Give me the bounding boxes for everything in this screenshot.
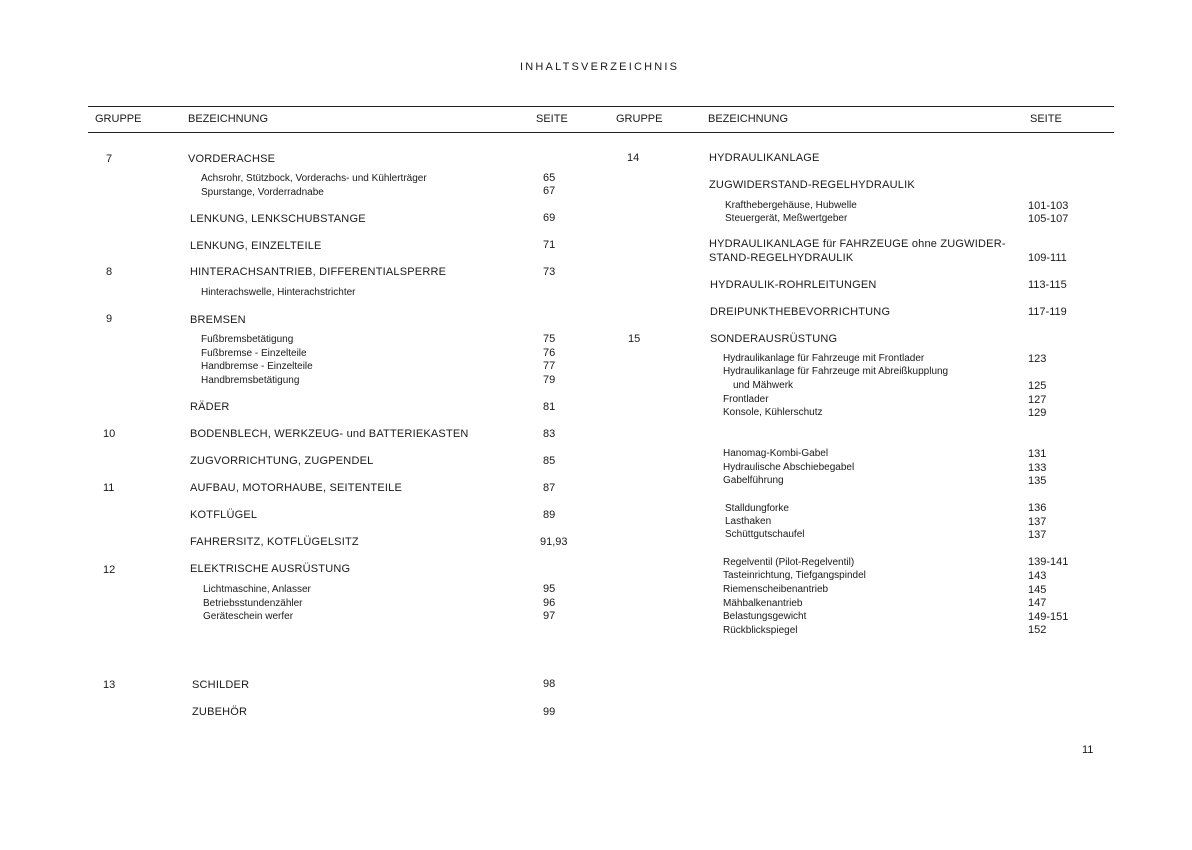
entry-title: Tasteinrichtung, Tiefgangspindel <box>723 570 866 581</box>
entry-page: 73 <box>543 266 556 278</box>
group-number: 9 <box>106 313 113 325</box>
section-heading: HYDRAULIKANLAGE für FAHRZEUGE ohne ZUGWIDER- <box>709 238 1006 250</box>
entry-page: 99 <box>543 706 556 718</box>
entry-page: 143 <box>1028 570 1047 582</box>
section-heading: AUFBAU, MOTORHAUBE, SEITENTEILE <box>190 482 402 494</box>
page-number: 11 <box>1082 744 1094 756</box>
section-heading: BODENBLECH, WERKZEUG- und BATTERIEKASTEN <box>190 428 469 440</box>
entry-page: 69 <box>543 212 556 224</box>
entry-title: Geräteschein werfer <box>203 611 294 622</box>
entry-page: 67 <box>543 185 556 197</box>
entry-page: 125 <box>1028 380 1047 392</box>
column-header-bezeichnung-left: BEZEICHNUNG <box>188 113 269 125</box>
entry-page: 98 <box>543 678 556 690</box>
section-heading: KOTFLÜGEL <box>190 509 258 521</box>
section-heading: SONDERAUSRÜSTUNG <box>710 333 838 345</box>
entry-page: 95 <box>543 583 556 595</box>
entry-page: 117-119 <box>1028 306 1067 318</box>
section-heading: LENKUNG, EINZELTEILE <box>190 240 322 252</box>
entry-title: Lasthaken <box>725 516 772 527</box>
group-number: 15 <box>628 333 641 345</box>
column-header-seite-right: SEITE <box>1030 113 1062 125</box>
entry-page: 135 <box>1028 475 1047 487</box>
entry-page: 129 <box>1028 407 1047 419</box>
entry-page: 76 <box>543 347 556 359</box>
entry-page: 79 <box>543 374 556 386</box>
entry-title: Krafthebergehäuse, Hubwelle <box>725 200 857 211</box>
header-top-rule <box>88 106 1114 107</box>
section-heading: ELEKTRISCHE AUSRÜSTUNG <box>190 563 351 575</box>
section-heading: STAND-REGELHYDRAULIK <box>709 252 854 264</box>
section-heading: HYDRAULIKANLAGE <box>709 152 820 164</box>
entry-title: Gabelführung <box>723 475 784 486</box>
section-heading: ZUGVORRICHTUNG, ZUGPENDEL <box>190 455 374 467</box>
entry-page: 139-141 <box>1028 556 1069 568</box>
group-number: 12 <box>103 564 116 576</box>
section-heading: VORDERACHSE <box>188 153 276 165</box>
entry-title: Hydraulische Abschiebegabel <box>723 462 855 473</box>
entry-page: 77 <box>543 360 556 372</box>
entry-title: Hinterachswelle, Hinterachstrichter <box>201 287 356 298</box>
entry-title: Fußbremsbetätigung <box>201 334 294 345</box>
group-number: 13 <box>103 679 116 691</box>
entry-page: 91,93 <box>540 536 568 548</box>
entry-page: 105-107 <box>1028 213 1069 225</box>
entry-page: 109-111 <box>1028 252 1067 264</box>
entry-page: 65 <box>543 172 556 184</box>
entry-page: 89 <box>543 509 556 521</box>
section-heading: SCHILDER <box>192 679 250 691</box>
entry-title: Handbremsbetätigung <box>201 375 300 386</box>
group-number: 7 <box>106 153 113 165</box>
entry-title: Regelventil (Pilot-Regelventil) <box>723 557 855 568</box>
entry-page: 101-103 <box>1028 200 1069 212</box>
section-heading: BREMSEN <box>190 314 246 326</box>
entry-page: 87 <box>543 482 556 494</box>
entry-page: 71 <box>543 239 556 251</box>
entry-title: Frontlader <box>723 394 769 405</box>
entry-title: Stalldungforke <box>725 503 789 514</box>
entry-page: 81 <box>543 401 556 413</box>
entry-page: 131 <box>1028 448 1047 460</box>
section-heading: DREIPUNKTHEBEVORRICHTUNG <box>710 306 891 318</box>
entry-title: Lichtmaschine, Anlasser <box>203 584 311 595</box>
entry-page: 75 <box>543 333 556 345</box>
entry-page: 97 <box>543 610 556 622</box>
group-number: 8 <box>106 266 113 278</box>
section-heading: ZUBEHÖR <box>192 706 248 718</box>
entry-page: 133 <box>1028 462 1047 474</box>
group-number: 11 <box>103 482 115 494</box>
page-title: INHALTSVERZEICHNIS <box>520 61 680 73</box>
entry-title: Hanomag-Kombi-Gabel <box>723 448 829 459</box>
group-number: 14 <box>627 152 640 164</box>
entry-page: 137 <box>1028 529 1047 541</box>
entry-title: Hydraulikanlage für Fahrzeuge mit Frontlader <box>723 353 925 364</box>
group-number: 10 <box>103 428 116 440</box>
column-header-gruppe-right: GRUPPE <box>616 113 663 125</box>
entry-page: 149-151 <box>1028 611 1069 623</box>
section-heading: HYDRAULIK-ROHRLEITUNGEN <box>710 279 877 291</box>
entry-title: Rückblickspiegel <box>723 625 798 636</box>
section-heading: RÄDER <box>190 401 230 413</box>
entry-title: Schüttgutschaufel <box>725 529 805 540</box>
entry-page: 127 <box>1028 394 1047 406</box>
entry-title: Mähbalkenantrieb <box>723 598 803 609</box>
entry-title: Handbremse - Einzelteile <box>201 361 313 372</box>
entry-page: 145 <box>1028 584 1047 596</box>
column-header-seite-left: SEITE <box>536 113 568 125</box>
entry-title: Hydraulikanlage für Fahrzeuge mit Abreißkupplung <box>723 366 949 377</box>
header-bottom-rule <box>88 132 1114 133</box>
entry-page: 85 <box>543 455 556 467</box>
entry-title: Steuergerät, Meßwertgeber <box>725 213 848 224</box>
entry-page: 147 <box>1028 597 1047 609</box>
entry-title: Spurstange, Vorderradnabe <box>201 187 324 198</box>
entry-page: 96 <box>543 597 556 609</box>
entry-title: Betriebsstundenzähler <box>203 598 303 609</box>
entry-page: 83 <box>543 428 556 440</box>
section-heading: ZUGWIDERSTAND-REGELHYDRAULIK <box>709 179 915 191</box>
section-heading: HINTERACHSANTRIEB, DIFFERENTIALSPERRE <box>190 266 447 278</box>
section-heading: LENKUNG, LENKSCHUBSTANGE <box>190 213 366 225</box>
entry-title: Riemenscheibenantrieb <box>723 584 829 595</box>
column-header-bezeichnung-right: BEZEICHNUNG <box>708 113 789 125</box>
entry-page: 136 <box>1028 502 1047 514</box>
entry-page: 113-115 <box>1028 279 1067 291</box>
entry-title: und Mähwerk <box>733 380 794 391</box>
column-header-gruppe-left: GRUPPE <box>95 113 142 125</box>
entry-title: Belastungsgewicht <box>723 611 807 622</box>
entry-page: 123 <box>1028 353 1047 365</box>
entry-page: 137 <box>1028 516 1047 528</box>
entry-title: Achsrohr, Stützbock, Vorderachs- und Kühlerträger <box>201 173 427 184</box>
entry-title: Fußbremse - Einzelteile <box>201 348 307 359</box>
section-heading: FAHRERSITZ, KOTFLÜGELSITZ <box>190 536 359 548</box>
entry-page: 152 <box>1028 624 1047 636</box>
entry-title: Konsole, Kühlerschutz <box>723 407 823 418</box>
